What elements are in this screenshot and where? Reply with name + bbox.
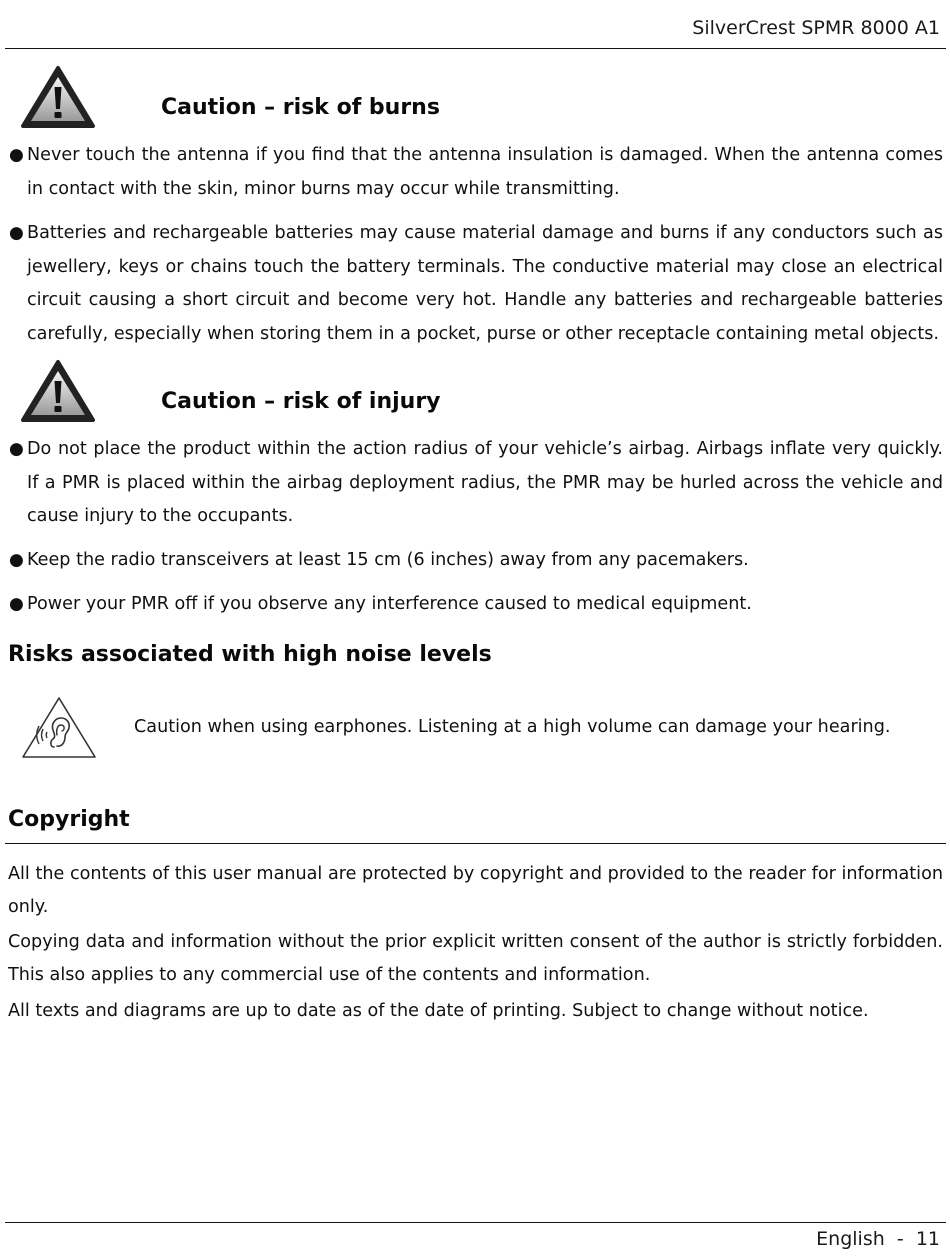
footer-language: English xyxy=(816,1228,885,1250)
hearing-damage-icon xyxy=(20,695,98,761)
warning-triangle-icon xyxy=(20,64,96,130)
copyright-heading: Copyright xyxy=(8,807,130,832)
bullet-icon: ● xyxy=(9,550,24,570)
bullet-icon: ● xyxy=(9,594,24,614)
copyright-paragraph: Copying data and information without the prior explicit written consent of the author is strictly forbidden. This also applies to any commercial use of the contents and information. xyxy=(8,932,943,985)
caution-injury-heading: Caution – risk of injury xyxy=(161,389,441,414)
bullet-text: Keep the radio transceivers at least 15 cm (6 inches) away from any pacemakers. xyxy=(27,550,749,570)
page-number: 11 xyxy=(915,1228,940,1250)
bullet-text: Power your PMR off if you observe any interference caused to medical equipment. xyxy=(27,594,752,614)
copyright-divider xyxy=(5,843,946,844)
bullet-icon: ● xyxy=(9,145,24,165)
copyright-paragraph: All the contents of this user manual are protected by copyright and provided to the reader for information only. xyxy=(8,864,943,917)
page-footer xyxy=(816,1228,940,1250)
list-item xyxy=(9,139,943,206)
footer-divider xyxy=(5,1222,946,1223)
bullet-text: Never touch the antenna if you find that the antenna insulation is damaged. When the antenna comes in contact with the skin, minor burns may occur while transmitting. xyxy=(27,145,943,199)
list-item xyxy=(9,433,943,534)
copyright-paragraph: All texts and diagrams are up to date as of the date of printing. Subject to change without notice. xyxy=(8,1001,869,1021)
footer-separator: - xyxy=(896,1228,904,1250)
noise-section-heading: Risks associated with high noise levels xyxy=(8,642,492,667)
bullet-text: Batteries and rechargeable batteries may cause material damage and burns if any conductors such as jewellery, keys or chains touch the battery terminals. The conductive material may close an electrical circuit causing a short circuit and become very hot. Handle any batteries and rechargeable batteries carefully, especially when storing them in a pocket, purse or other receptacle containing metal objects. xyxy=(27,223,943,344)
list-item xyxy=(9,588,943,622)
list-item xyxy=(9,217,943,351)
bullet-icon: ● xyxy=(9,223,24,243)
header-divider xyxy=(5,48,946,49)
noise-warning-text: Caution when using earphones. Listening at a high volume can damage your hearing. xyxy=(134,717,891,737)
caution-burns-heading: Caution – risk of burns xyxy=(161,95,440,120)
list-item xyxy=(9,544,943,578)
warning-triangle-icon xyxy=(20,358,96,424)
document-header-title: SilverCrest SPMR 8000 A1 xyxy=(692,17,940,39)
bullet-icon: ● xyxy=(9,439,24,459)
bullet-text: Do not place the product within the action radius of your vehicle’s airbag. Airbags inflate very quickly. If a PMR is placed within the airbag deployment radius, the PMR may be hurled across the vehicle and cause injury to the occupants. xyxy=(27,439,943,527)
